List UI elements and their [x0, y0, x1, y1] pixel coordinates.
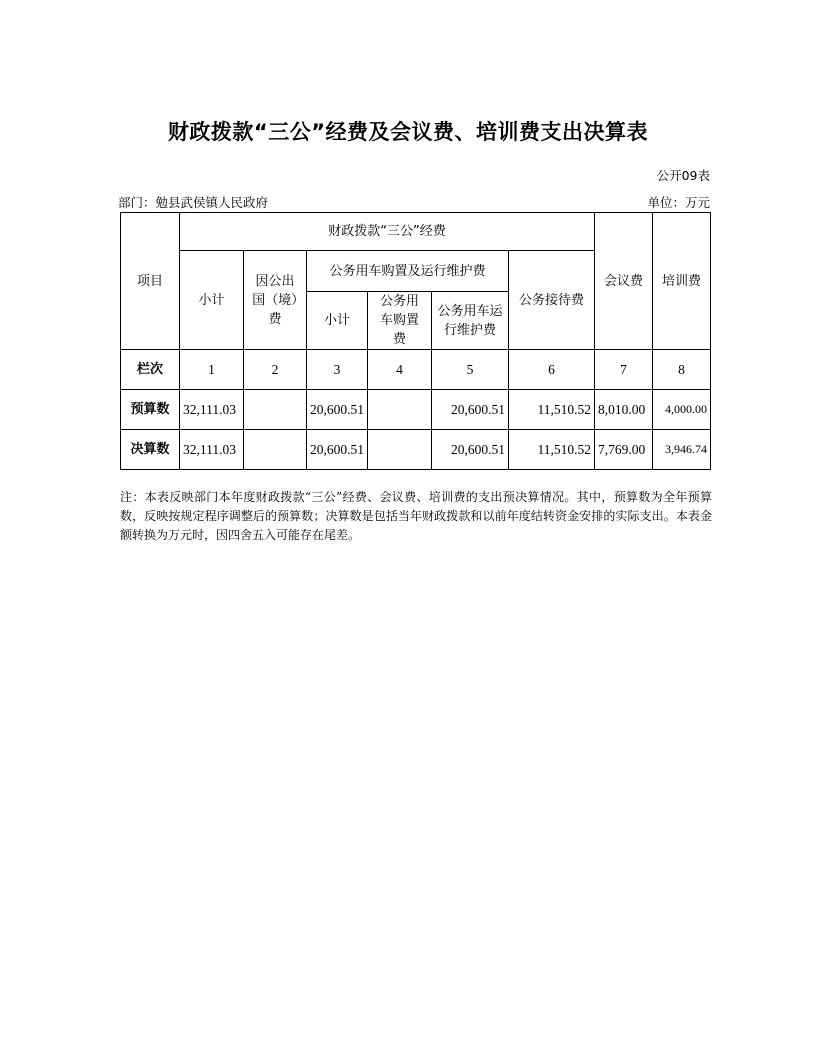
header-meeting: 会议费	[595, 213, 653, 350]
table-cell	[368, 390, 432, 430]
table-row	[121, 350, 711, 390]
header-three-public: 财政拨款“三公”经费	[180, 213, 595, 251]
table-row	[121, 390, 711, 430]
header-vehicle-maintenance: 公务用车运行维护费	[432, 292, 509, 350]
table-cell	[368, 430, 432, 470]
header-overseas: 因公出国（境）费	[244, 251, 307, 350]
table-cell: 7	[595, 350, 653, 390]
table-cell: 4	[368, 350, 432, 390]
table-row	[121, 430, 711, 470]
header-item: 项目	[121, 213, 180, 350]
row-label: 预算数	[121, 390, 180, 430]
row-label: 栏次	[121, 350, 180, 390]
table-cell: 2	[244, 350, 307, 390]
table-cell: 11,510.52	[509, 390, 595, 430]
header-vehicle-purchase: 公务用车购置费	[368, 292, 432, 350]
table-cell: 5	[432, 350, 509, 390]
table-cell: 4,000.00	[653, 390, 711, 430]
table-cell: 3	[307, 350, 368, 390]
header-reception: 公务接待费	[509, 251, 595, 350]
header-vehicle: 公务用车购置及运行维护费	[307, 251, 509, 292]
table-cell: 8	[653, 350, 711, 390]
table-cell	[244, 430, 307, 470]
header-training: 培训费	[653, 213, 711, 350]
table-cell: 20,600.51	[307, 390, 368, 430]
table-cell: 32,111.03	[180, 430, 244, 470]
table-cell: 7,769.00	[595, 430, 653, 470]
row-label: 决算数	[121, 430, 180, 470]
header-vehicle-subtotal: 小计	[307, 292, 368, 350]
table-cell: 20,600.51	[432, 430, 509, 470]
table-cell: 11,510.52	[509, 430, 595, 470]
header-subtotal: 小计	[180, 251, 244, 350]
department-label: 部门：勉县武侯镇人民政府	[118, 195, 269, 210]
footnote: 注：本表反映部门本年度财政拨款“三公”经费、会议费、培训费的支出预决算情况。其中，预算数为全年预算数，反映按规定程序调整后的预算数；决算数是包括当年财政拨款和以前年度结转资金安排的实际支出。本表金额转换为万元时，因四舍五入可能存在尾差。	[120, 490, 712, 542]
table-cell: 6	[509, 350, 595, 390]
table-cell: 8,010.00	[595, 390, 653, 430]
table-cell: 20,600.51	[307, 430, 368, 470]
table-cell: 32,111.03	[180, 390, 244, 430]
table-cell: 20,600.51	[432, 390, 509, 430]
unit-label: 单位：万元	[647, 195, 710, 210]
form-number: 公开09表	[656, 168, 710, 183]
table-cell: 3,946.74	[653, 430, 711, 470]
table-cell: 1	[180, 350, 244, 390]
expenditure-table	[120, 212, 711, 470]
report-title: 财政拨款“三公”经费及会议费、培训费支出决算表	[167, 120, 649, 144]
table-cell	[244, 390, 307, 430]
